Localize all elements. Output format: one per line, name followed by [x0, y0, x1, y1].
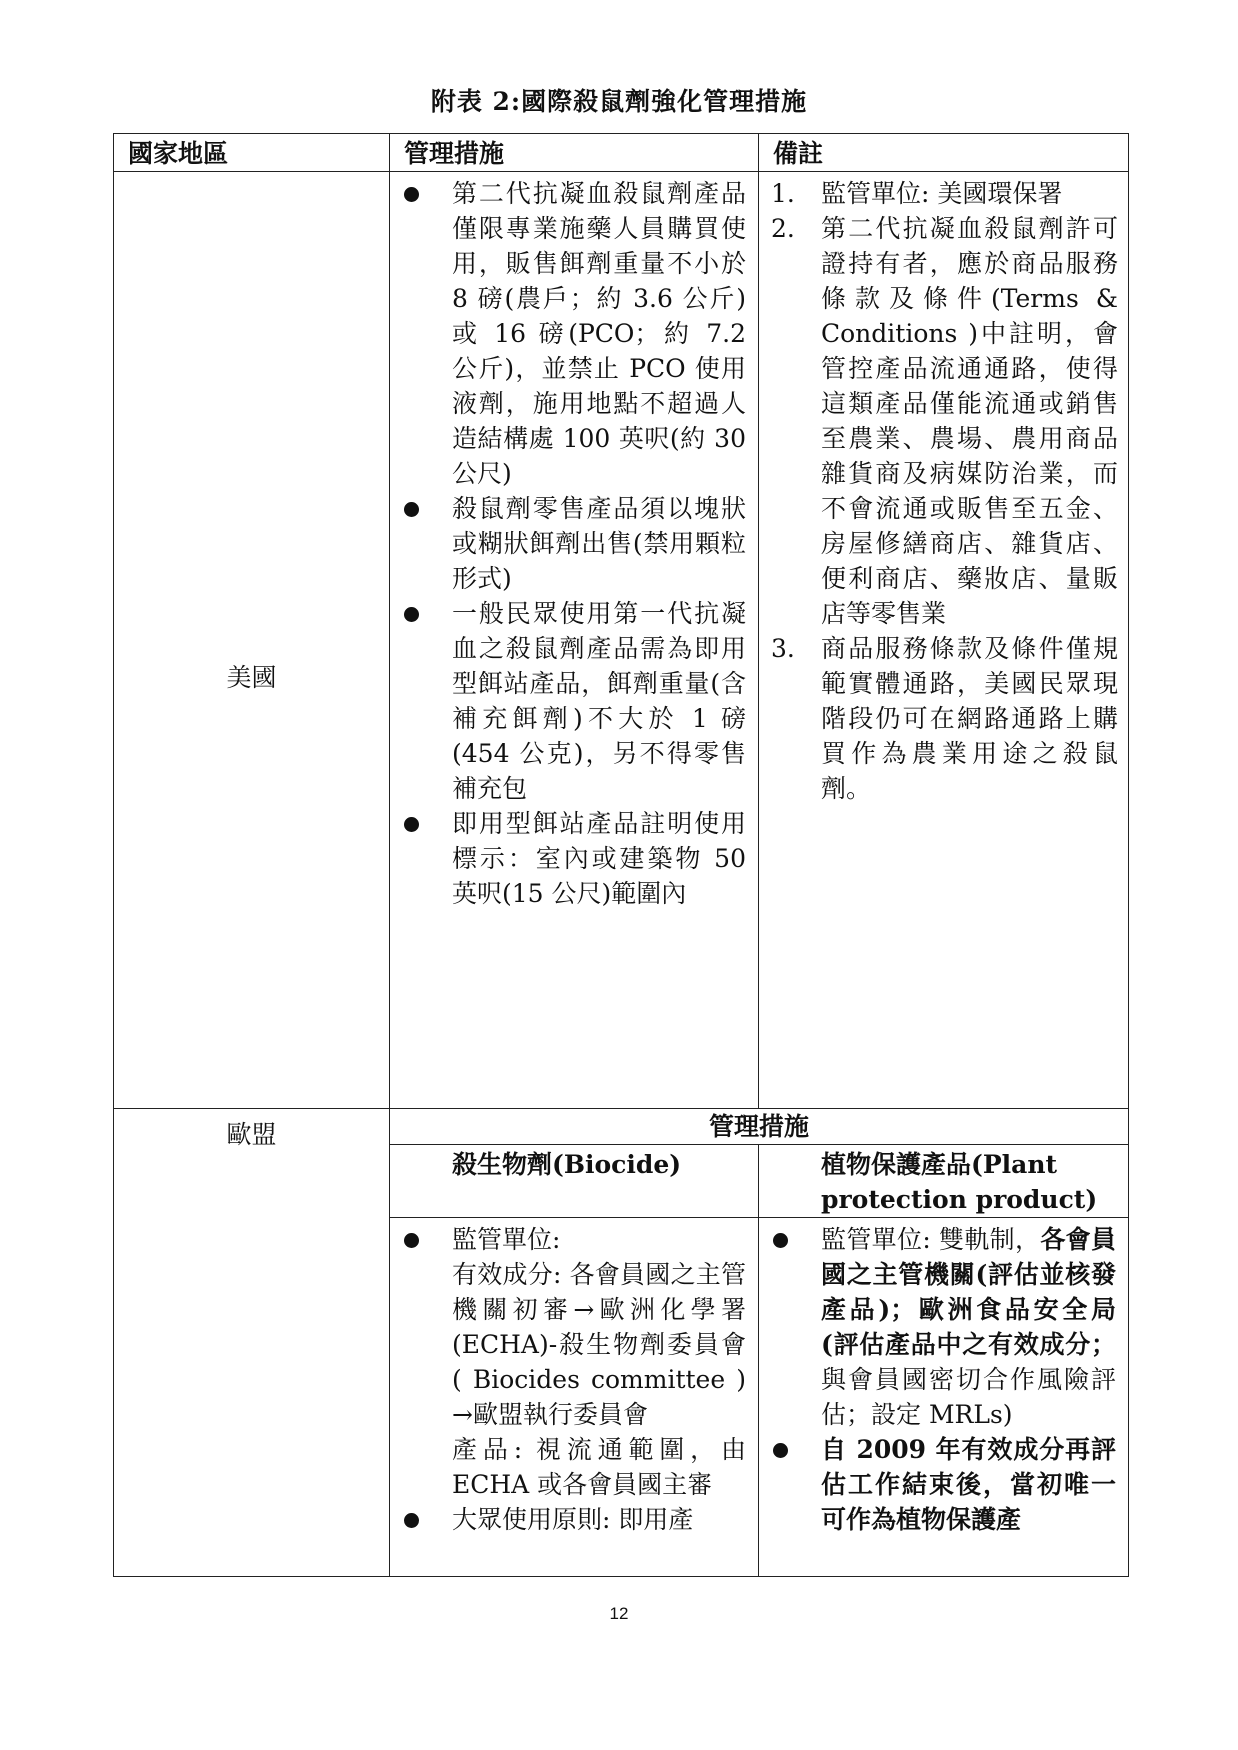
list-item: 2. 第二代抗凝血殺鼠劑許可證持有者，應於商品服務條款及條件(Terms & Conditions )中註明，會管控產品流通通路，使得這類產品僅能流通或銷售至農業、農場、農用商品雜貨商及病媒防治業，而不會流通或販售至五金、房屋修繕商店、雜貨店、便利商店、藥妝店、量販店等零售業	[771, 214, 1118, 628]
us-notes-cell	[759, 172, 1129, 1109]
list-item: 監管單位: 有效成分: 各會員國之主管機關初審→歐洲化學署(ECHA)-殺生物劑委員會 ( Biocides committee ) →歐盟執行委員會 產品: 視流通範圍，由 ECHA 或各會員國主審	[390, 1222, 758, 1502]
eu-ppp-header: 植物保護產品(Plant protection product)	[759, 1145, 1129, 1218]
region-us: 美國	[226, 663, 277, 692]
us-measures-cell	[390, 172, 759, 1109]
list-item: 第二代抗凝血殺鼠劑產品僅限專業施藥人員購買使用，販售餌劑重量不小於 8 磅(農戶；約 3.6 公斤)或 16 磅(PCO；約 7.2 公斤)，並禁止 PCO 使用液劑，施用地點不超過人造結構處 100 英呎(約 30 公尺)	[390, 176, 758, 491]
eu-biocide-header: 殺生物劑(Biocide)	[390, 1145, 759, 1218]
list-item: 自 2009 年有效成分再評估工作結束後，當初唯一可作為植物保護產	[759, 1432, 1128, 1537]
region-eu: 歐盟	[226, 1120, 277, 1149]
list-item: 殺鼠劑零售產品須以塊狀或糊狀餌劑出售(禁用顆粒形式)	[390, 491, 758, 596]
list-item: 3. 商品服務條款及條件僅規範實體通路，美國民眾現階段仍可在網路通路上購買作為農業用途之殺鼠劑。	[771, 634, 1118, 803]
us-notes-list	[759, 176, 1128, 806]
page-number: 12	[609, 1604, 629, 1623]
header-region: 國家地區	[114, 134, 390, 172]
eu-ppp-list	[759, 1222, 1128, 1537]
table-row-eu-subheader	[114, 1109, 1129, 1145]
list-item: 一般民眾使用第一代抗凝血之殺鼠劑產品需為即用型餌站產品，餌劑重量(含補充餌劑)不大於 1 磅(454 公克)，另不得零售補充包	[390, 596, 758, 806]
us-measures-list	[390, 176, 758, 911]
eu-biocide-cell	[390, 1218, 759, 1577]
table-row-us	[114, 172, 1129, 1109]
list-item: 監管單位: 雙軌制，各會員國之主管機關(評估並核發產品)；歐洲食品安全局(評估產品中之有效成分；與會員國密切合作風險評估；設定 MRLs)	[759, 1222, 1128, 1432]
eu-biocide-list	[390, 1222, 758, 1537]
page-title: 附表 2:國際殺鼠劑強化管理措施	[430, 87, 808, 116]
eu-measures-header: 管理措施	[390, 1109, 1129, 1145]
header-notes: 備註	[759, 134, 1129, 172]
measures-table	[113, 133, 1129, 1577]
eu-ppp-cell	[759, 1218, 1129, 1577]
header-measures: 管理措施	[390, 134, 759, 172]
region-cell-eu	[114, 1109, 390, 1577]
list-item: 大眾使用原則: 即用產	[390, 1502, 758, 1537]
table-header-row	[114, 134, 1129, 172]
region-cell-us	[114, 172, 390, 1109]
list-item: 1. 監管單位: 美國環保署	[771, 179, 1063, 208]
list-item: 即用型餌站產品註明使用標示：室內或建築物 50 英呎(15 公尺)範圍內	[390, 806, 758, 911]
